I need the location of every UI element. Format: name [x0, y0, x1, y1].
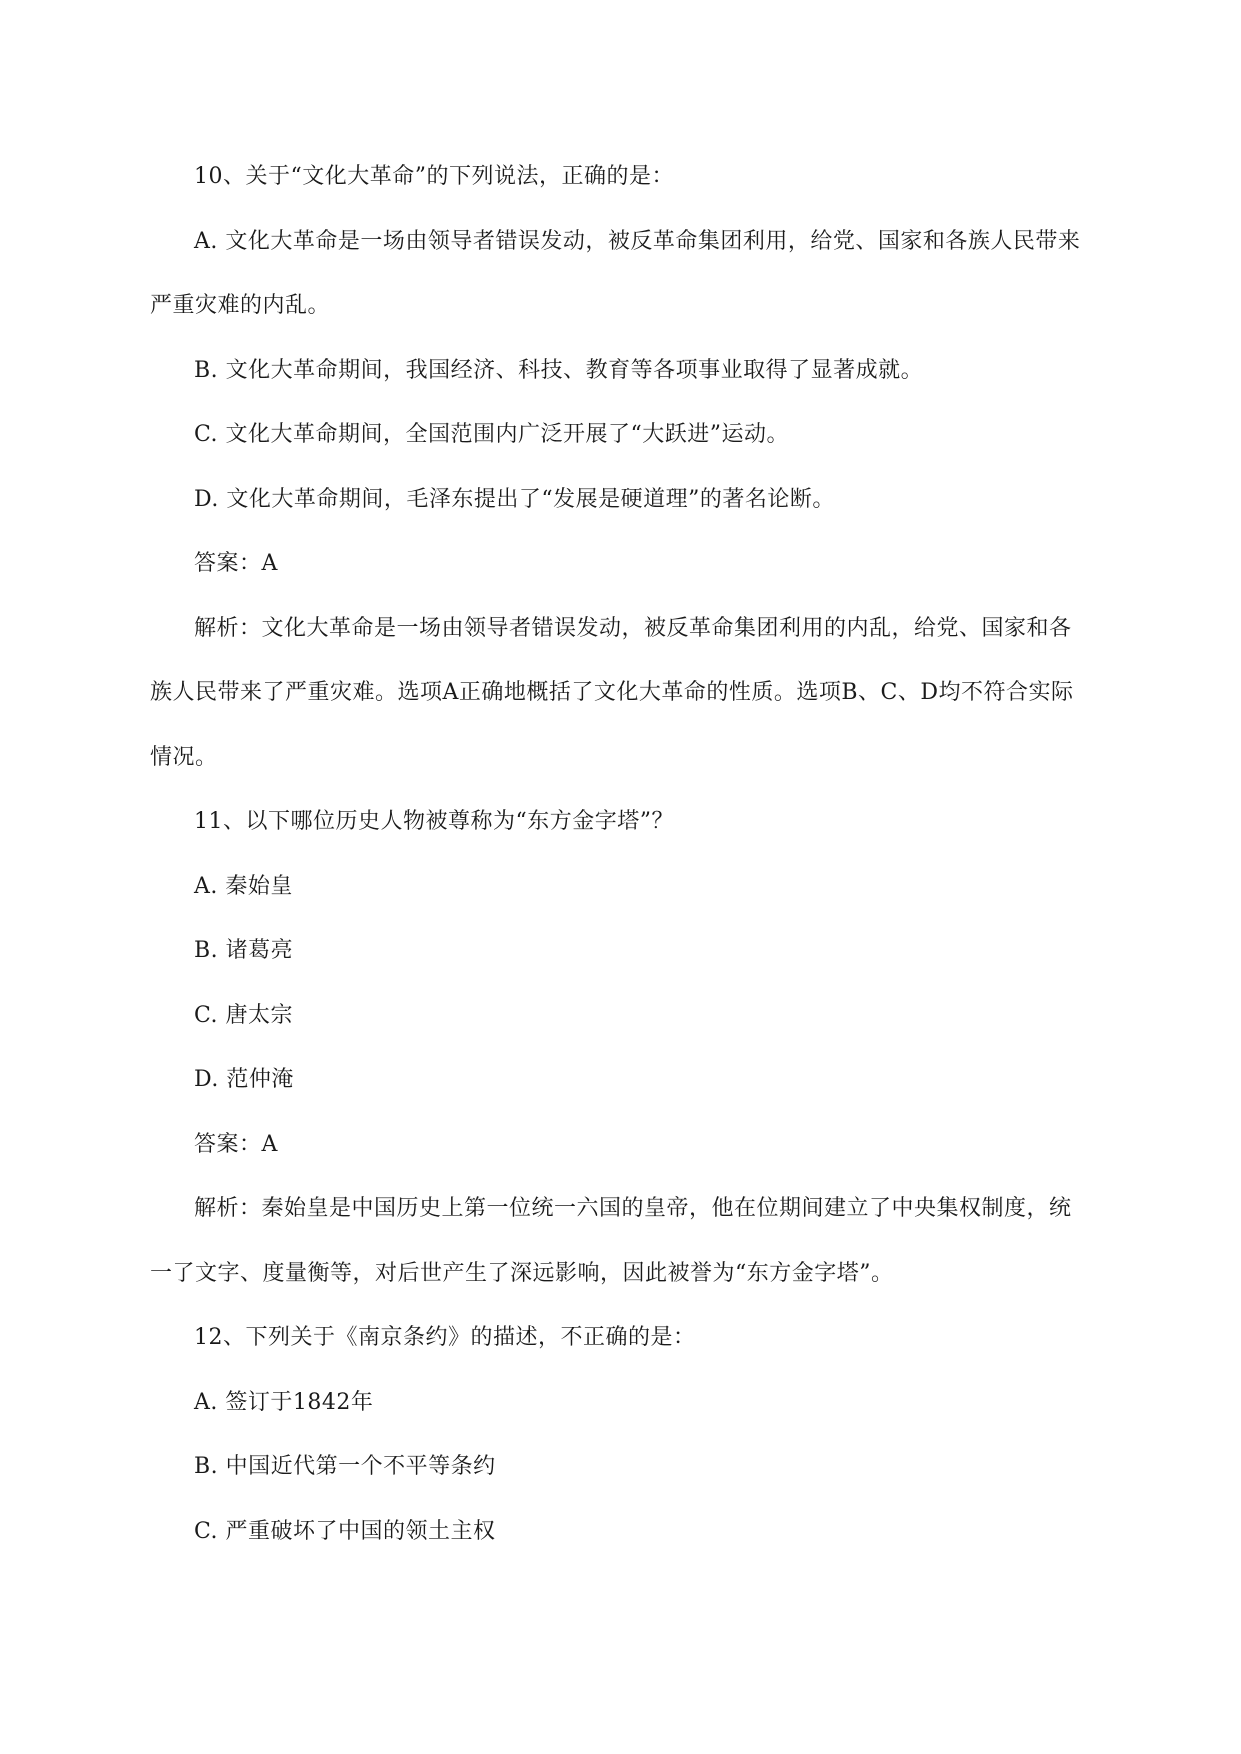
option-b: B. 文化大革命期间，我国经济、科技、教育等各项事业取得了显著成就。 [194, 357, 924, 383]
option-d: D. 范仲淹 [194, 1067, 294, 1092]
option-c: C. 唐太宗 [194, 1002, 294, 1028]
analysis: 解析：秦始皇是中国历史上第一位统一六国的皇帝，他在位期间建立了中央集权制度，统一了文字、度量衡等，对后世产生了深远影响，因此被誉为“东方金字塔”。 [150, 1196, 1072, 1286]
question-10 [150, 145, 1090, 790]
question-text: 10、关于“文化大革命”的下列说法，正确的是： [194, 164, 674, 189]
option-a: A. 秦始皇 [194, 873, 293, 899]
option-a: A. 文化大革命是一场由领导者错误发动，被反革命集团利用，给党、国家和各族人民带来严重灾难的内乱。 [150, 228, 1081, 318]
option-d: D. 文化大革命期间，毛泽东提出了“发展是硬道理”的著名论断。 [194, 486, 835, 512]
answer: 答案：A [194, 1131, 278, 1157]
question-text: 12、下列关于《南京条约》的描述，不正确的是： [194, 1325, 696, 1350]
option-a: A. 签订于1842年 [194, 1389, 374, 1415]
option-c: C. 文化大革命期间，全国范围内广泛开展了“大跃进”运动。 [194, 422, 790, 447]
analysis: 解析：文化大革命是一场由领导者错误发动，被反革命集团利用的内乱，给党、国家和各族人民带来了严重灾难。选项A正确地概括了文化大革命的性质。选项B、C、D均不符合实际情况。 [150, 615, 1074, 770]
answer: 答案：A [194, 551, 278, 576]
question-12 [150, 1306, 1090, 1564]
document-content [150, 145, 1090, 1564]
option-c: C. 严重破坏了中国的领土主权 [194, 1518, 496, 1544]
question-11 [150, 790, 1090, 1306]
option-b: B. 中国近代第一个不平等条约 [194, 1454, 496, 1479]
question-text: 11、以下哪位历史人物被尊称为“东方金字塔”？ [194, 809, 674, 834]
option-b: B. 诸葛亮 [194, 938, 294, 963]
